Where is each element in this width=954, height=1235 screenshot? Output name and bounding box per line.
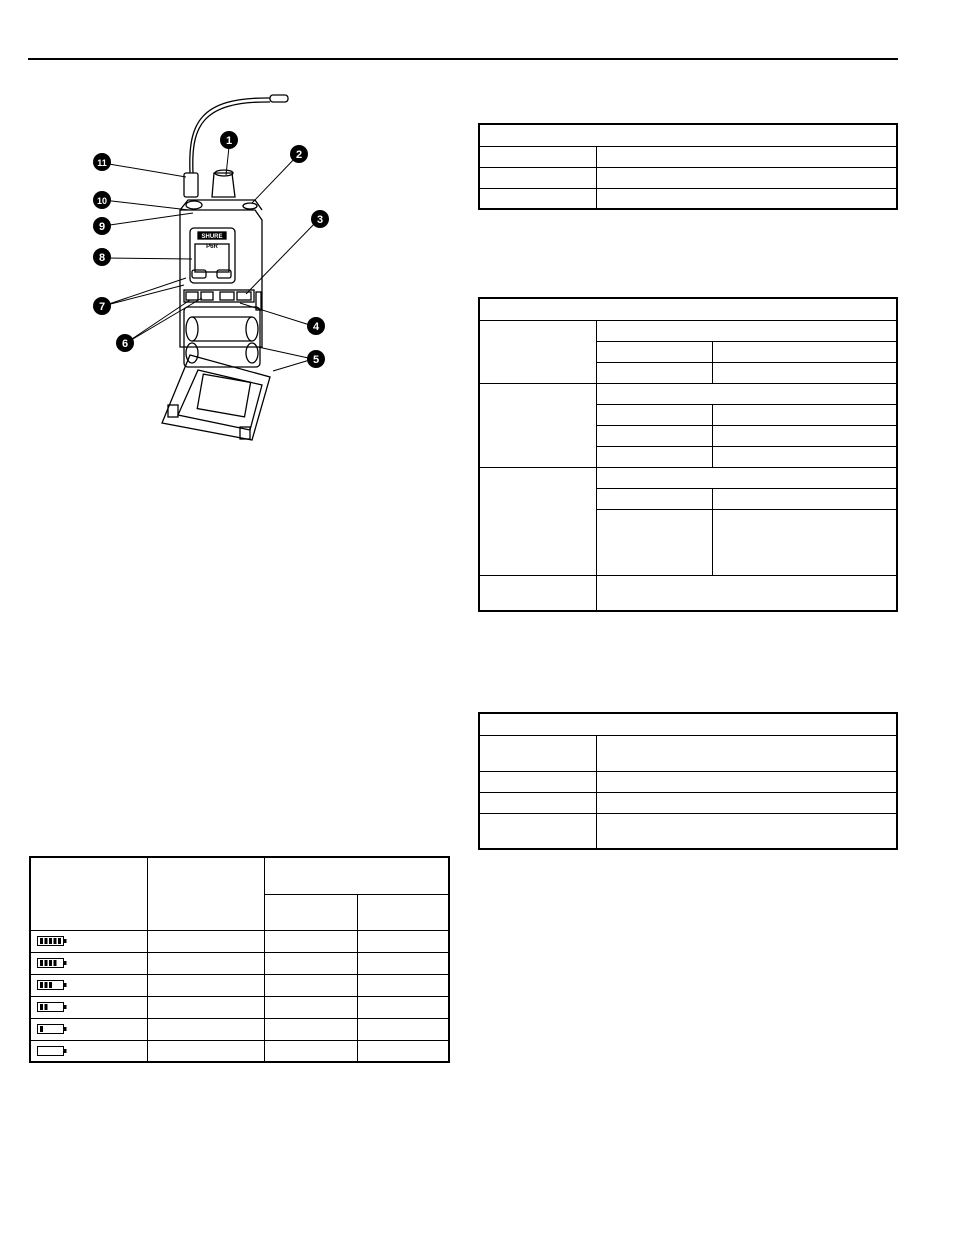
battery-1-bar-icon [37,1024,67,1034]
antenna-connector [184,173,198,197]
callout-9: 9 [98,221,106,233]
table-row [30,974,148,996]
callout-10: 10 [96,196,108,206]
battery-table [29,856,450,1063]
callout-1: 1 [225,135,233,147]
model-label: P6R [206,244,218,250]
select-button [201,292,213,300]
callout-3: 3 [316,214,324,226]
table-right-3 [478,712,898,850]
down-button [192,270,206,278]
table-row [30,1018,148,1040]
header-rule [28,58,898,60]
callout-4: 4 [312,321,320,333]
squelch-control [186,201,202,209]
callout-8: 8 [98,252,106,264]
battery-door [162,355,270,440]
table-row [30,952,148,974]
table-row [30,1040,148,1062]
table-row [30,930,148,952]
table-row [30,996,148,1018]
battery-3-bars-icon [37,980,67,990]
receiver-illustration [80,85,360,455]
callout-2: 2 [295,149,303,161]
antenna-tip [270,95,288,102]
brand-label: SHURE [201,234,223,240]
battery-5-bars-icon [37,936,67,946]
battery-4-bars-icon [37,958,67,968]
eq-switch [237,292,251,300]
headphone-jack [243,203,257,209]
callout-5: 5 [312,354,320,366]
battery-empty-icon [37,1046,67,1056]
limiter-switch [220,292,234,300]
table-right-2 [478,297,898,612]
callout-7: 7 [98,301,106,313]
battery-2-bars-icon [37,1002,67,1012]
mode-button [186,292,198,300]
battery-compartment [184,307,260,367]
callout-6: 6 [121,338,129,350]
table-right-1 [478,123,898,210]
callout-11: 11 [97,158,107,168]
